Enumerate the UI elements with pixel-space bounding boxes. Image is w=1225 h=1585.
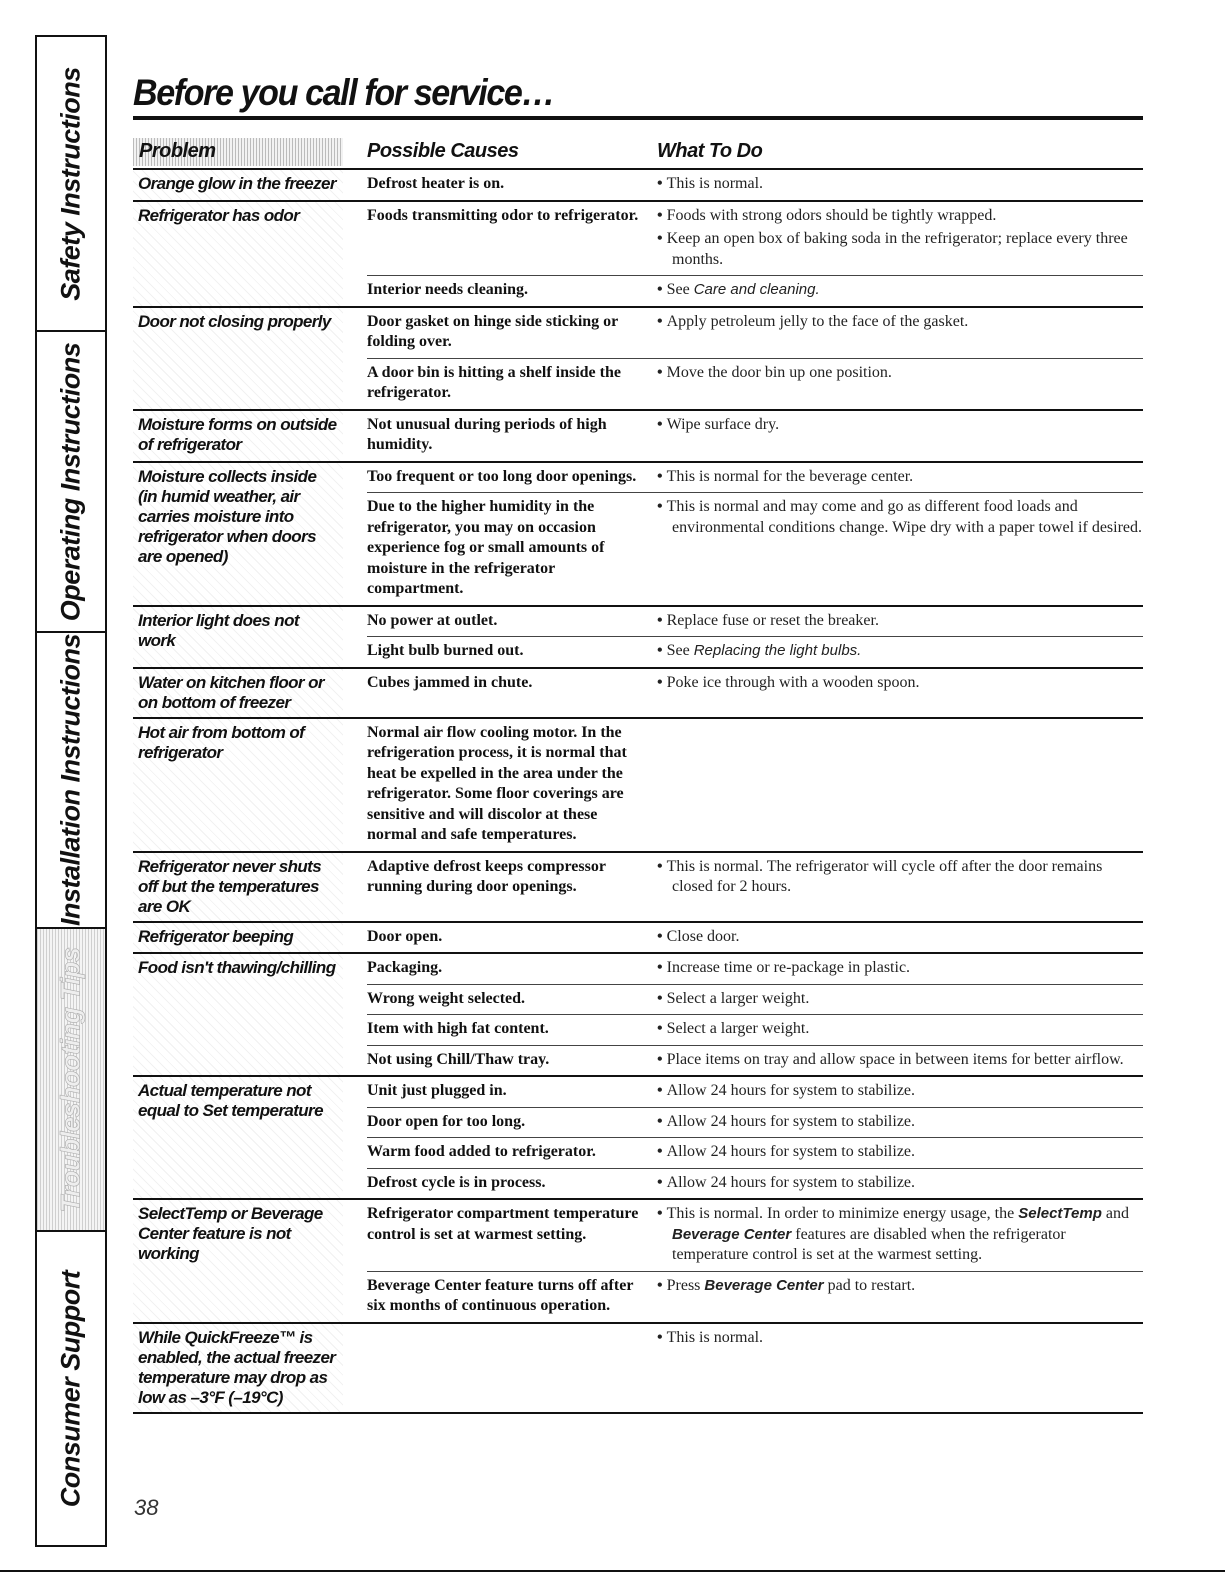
tab-label: Operating Instructions bbox=[55, 342, 86, 621]
todo-text: Keep an open box of baking soda in the refrigerator; replace every three months. bbox=[666, 230, 1128, 268]
cause-row bbox=[367, 1077, 1143, 1108]
cause-row bbox=[367, 493, 1143, 605]
todo-text: pad to restart. bbox=[823, 1276, 916, 1294]
what-to-do bbox=[657, 1276, 1143, 1317]
todo-item bbox=[657, 174, 1143, 195]
todo-text: Wipe surface dry. bbox=[666, 415, 780, 433]
todo-text: See bbox=[666, 281, 694, 298]
todo-item bbox=[657, 280, 1143, 301]
table-row bbox=[133, 853, 1143, 923]
table-row bbox=[133, 669, 1143, 719]
cause-list bbox=[367, 1200, 1143, 1322]
what-to-do bbox=[657, 1204, 1143, 1266]
possible-cause: Light bulb burned out. bbox=[367, 642, 524, 659]
todo-text: Select a larger weight. bbox=[666, 1020, 810, 1037]
troubleshooting-table bbox=[133, 138, 1143, 1414]
cause-row bbox=[367, 308, 1143, 359]
cause-row bbox=[367, 669, 1143, 699]
todo-item bbox=[657, 1276, 1143, 1297]
cause-row bbox=[367, 1138, 1143, 1169]
cause-list bbox=[367, 954, 1143, 1075]
page-number: 38 bbox=[134, 1495, 159, 1520]
problem-cell: Door not closing properly bbox=[133, 308, 343, 409]
possible-cause: Door open. bbox=[367, 927, 443, 945]
table-row bbox=[133, 923, 1143, 955]
todo-text: This is normal and may come and go as different food loads and environmental conditions change. Wipe dry with a paper towel if desired. bbox=[666, 498, 1143, 536]
tab-label: Consumer Support bbox=[55, 1270, 86, 1507]
cause-row bbox=[367, 1169, 1143, 1199]
cause-row bbox=[367, 1272, 1143, 1322]
todo-text: See bbox=[666, 642, 694, 659]
possible-cause: Beverage Center feature turns off after six months of continuous operation. bbox=[367, 1276, 634, 1314]
cause-row bbox=[367, 202, 1143, 277]
table-row bbox=[133, 607, 1143, 669]
cause-row bbox=[367, 276, 1143, 306]
problem-cell: Moisture forms on outside of refrigerator bbox=[133, 411, 343, 461]
todo-item bbox=[657, 312, 1143, 333]
cause-row bbox=[367, 359, 1143, 409]
cause-list bbox=[367, 411, 1143, 461]
what-to-do bbox=[657, 312, 1143, 353]
possible-cause: Too frequent or too long door openings. bbox=[367, 467, 637, 485]
problem-cell: Actual temperature not equal to Set temperature bbox=[133, 1077, 343, 1198]
what-to-do bbox=[657, 1050, 1143, 1071]
cause-list bbox=[367, 202, 1143, 306]
cause-row bbox=[367, 411, 1143, 461]
problem-cell: Water on kitchen floor or on bottom of freezer bbox=[133, 669, 343, 717]
possible-cause: A door bin is hitting a shelf inside the refrigerator. bbox=[367, 363, 621, 401]
what-to-do bbox=[657, 174, 1143, 195]
problem-cell: While QuickFreeze™ is enabled, the actual freezer temperature may drop as low as –3°F (–19°C) bbox=[133, 1324, 343, 1412]
what-to-do bbox=[657, 1019, 1143, 1040]
page-title: Before you call for service… bbox=[133, 72, 555, 113]
todo-item bbox=[657, 989, 1143, 1010]
possible-cause: Door gasket on hinge side sticking or folding over. bbox=[367, 312, 618, 350]
possible-cause: Due to the higher humidity in the refrigerator, you may on occasion experience fog or small amounts of moisture in the refrigerator compartment. bbox=[367, 498, 605, 597]
todo-item bbox=[657, 927, 1143, 948]
table-row bbox=[133, 308, 1143, 411]
what-to-do bbox=[657, 857, 1143, 898]
possible-cause: Refrigerator compartment temperature control is set at warmest setting. bbox=[367, 1205, 639, 1243]
todo-item bbox=[657, 229, 1143, 270]
todo-feature-name: SelectTemp bbox=[1018, 1205, 1102, 1222]
todo-feature-name: Beverage Center bbox=[704, 1276, 824, 1294]
possible-cause: Normal air flow cooling motor. In the refrigeration process, it is normal that heat be expelled in the area under the refrigerator. Some floor coverings are sensitive and will discolor at these normal and safe temperatures. bbox=[367, 723, 627, 843]
problem-cell: Refrigerator has odor bbox=[133, 202, 343, 306]
table-row bbox=[133, 954, 1143, 1077]
todo-text: Press bbox=[666, 1276, 705, 1294]
todo-text: Foods with strong odors should be tightly wrapped. bbox=[666, 206, 997, 224]
what-to-do bbox=[657, 673, 1143, 694]
table-row bbox=[133, 463, 1143, 607]
possible-cause: Interior needs cleaning. bbox=[367, 281, 529, 298]
cause-row bbox=[367, 853, 1143, 903]
what-to-do bbox=[657, 927, 1143, 948]
todo-text: Poke ice through with a wooden spoon. bbox=[666, 673, 920, 691]
todo-item bbox=[657, 673, 1143, 694]
problem-cell: Hot air from bottom of refrigerator bbox=[133, 719, 343, 851]
cause-list bbox=[367, 170, 1143, 200]
cause-row bbox=[367, 1200, 1143, 1272]
cause-row bbox=[367, 170, 1143, 200]
todo-text: Allow 24 hours for system to stabilize. bbox=[666, 1173, 916, 1191]
what-to-do bbox=[657, 1081, 1143, 1102]
possible-cause: Not using Chill/Thaw tray. bbox=[367, 1050, 550, 1068]
todo-item bbox=[657, 1142, 1143, 1163]
cause-row bbox=[367, 637, 1143, 667]
tab-label: Troubleshooting Tips bbox=[55, 947, 86, 1212]
cause-list bbox=[367, 607, 1143, 667]
tab-installation-instructions[interactable] bbox=[37, 633, 105, 929]
cause-list bbox=[367, 308, 1143, 409]
todo-text: Replace fuse or reset the breaker. bbox=[666, 611, 879, 629]
what-to-do bbox=[657, 206, 1143, 271]
cause-row bbox=[367, 607, 1143, 638]
problem-cell: SelectTemp or Beverage Center feature is not working bbox=[133, 1200, 343, 1322]
todo-reference: Care and cleaning. bbox=[693, 281, 820, 298]
todo-text: Allow 24 hours for system to stabilize. bbox=[666, 1082, 916, 1099]
cause-row bbox=[367, 985, 1143, 1016]
cause-row bbox=[367, 923, 1143, 953]
todo-text: This is normal. The refrigerator will cycle off after the door remains closed for 2 hours. bbox=[666, 857, 1103, 895]
todo-item bbox=[657, 415, 1143, 436]
possible-cause: Adaptive defrost keeps compressor running during door openings. bbox=[367, 857, 606, 895]
table-row bbox=[133, 1324, 1143, 1414]
todo-feature-name: Beverage Center bbox=[672, 1225, 792, 1243]
table-row bbox=[133, 411, 1143, 463]
cause-list bbox=[367, 923, 1143, 953]
table-row bbox=[133, 719, 1143, 853]
possible-cause: Wrong weight selected. bbox=[367, 989, 526, 1007]
what-to-do bbox=[657, 280, 1143, 301]
problem-cell: Refrigerator never shuts off but the temperatures are OK bbox=[133, 853, 343, 921]
possible-cause: Defrost heater is on. bbox=[367, 175, 505, 192]
todo-text: This is normal. bbox=[666, 1328, 764, 1346]
todo-text: Place items on tray and allow space in between items for better airflow. bbox=[666, 1050, 1124, 1068]
problem-cell: Food isn't thawing/chilling bbox=[133, 954, 343, 1075]
todo-text: features are disabled when the refrigerator temperature control is set at the warmest setting. bbox=[672, 1225, 1066, 1263]
table-row bbox=[133, 170, 1143, 202]
todo-item bbox=[657, 611, 1143, 632]
todo-text: Allow 24 hours for system to stabilize. bbox=[666, 1112, 916, 1130]
todo-item bbox=[657, 857, 1143, 898]
cause-list bbox=[367, 1324, 1143, 1412]
todo-item bbox=[657, 497, 1143, 538]
what-to-do bbox=[657, 1173, 1143, 1194]
cause-list bbox=[367, 719, 1143, 851]
todo-item bbox=[657, 641, 1143, 662]
todo-text: Close door. bbox=[666, 927, 740, 945]
bottom-rule bbox=[0, 1570, 1225, 1572]
tab-consumer-support[interactable] bbox=[37, 1232, 105, 1545]
todo-text: This is normal for the beverage center. bbox=[666, 467, 914, 485]
todo-item bbox=[657, 1081, 1143, 1102]
tab-troubleshooting-tips[interactable] bbox=[37, 929, 105, 1232]
todo-text: This is normal. In order to minimize energy usage, the bbox=[666, 1205, 1019, 1222]
possible-cause: Packaging. bbox=[367, 959, 443, 976]
what-to-do bbox=[657, 497, 1143, 600]
table-row bbox=[133, 202, 1143, 308]
todo-text: Increase time or re-package in plastic. bbox=[666, 959, 911, 976]
problem-cell: Refrigerator beeping bbox=[133, 923, 343, 953]
cause-list bbox=[367, 1077, 1143, 1198]
what-to-do bbox=[657, 641, 1143, 662]
what-to-do bbox=[657, 1142, 1143, 1163]
todo-item bbox=[657, 1328, 1143, 1349]
todo-item bbox=[657, 1112, 1143, 1133]
possible-cause bbox=[367, 1328, 657, 1349]
possible-cause: Cubes jammed in chute. bbox=[367, 673, 533, 691]
problem-cell: Interior light does not work bbox=[133, 607, 343, 667]
what-to-do bbox=[657, 1112, 1143, 1133]
tab-label: Safety Instructions bbox=[55, 66, 86, 301]
possible-cause: Foods transmitting odor to refrigerator. bbox=[367, 206, 639, 224]
header-problem: Problem bbox=[139, 140, 216, 162]
possible-cause: Door open for too long. bbox=[367, 1112, 526, 1130]
tab-label: Installation Instructions bbox=[55, 633, 86, 927]
possible-cause: Warm food added to refrigerator. bbox=[367, 1143, 596, 1160]
tab-safety-instructions[interactable] bbox=[37, 37, 105, 332]
what-to-do bbox=[657, 467, 1143, 488]
header-what-to-do: What To Do bbox=[657, 140, 763, 162]
what-to-do bbox=[657, 415, 1143, 456]
cause-row bbox=[367, 719, 1143, 851]
possible-cause: No power at outlet. bbox=[367, 611, 498, 629]
title-rule bbox=[133, 116, 1143, 120]
table-header bbox=[133, 138, 1143, 170]
what-to-do bbox=[657, 611, 1143, 632]
problem-cell: Orange glow in the freezer bbox=[133, 170, 343, 200]
tab-operating-instructions[interactable] bbox=[37, 332, 105, 633]
table-row bbox=[133, 1200, 1143, 1324]
what-to-do bbox=[657, 363, 1143, 404]
cause-row bbox=[367, 1046, 1143, 1076]
possible-cause: Item with high fat content. bbox=[367, 1020, 549, 1037]
todo-item bbox=[657, 1019, 1143, 1040]
section-tabs bbox=[35, 35, 107, 1547]
cause-list bbox=[367, 463, 1143, 605]
todo-text: Apply petroleum jelly to the face of the gasket. bbox=[666, 312, 969, 330]
problem-cell: Moisture collects inside (in humid weather, air carries moisture into refrigerator when doors are opened) bbox=[133, 463, 343, 605]
todo-item bbox=[657, 206, 1143, 227]
todo-text: Move the door bin up one position. bbox=[666, 363, 892, 381]
todo-text: This is normal. bbox=[666, 175, 764, 192]
todo-item bbox=[657, 1204, 1143, 1266]
what-to-do bbox=[657, 1328, 1143, 1349]
cause-row bbox=[367, 1015, 1143, 1046]
todo-text: Select a larger weight. bbox=[666, 989, 810, 1007]
possible-cause: Not unusual during periods of high humidity. bbox=[367, 415, 607, 453]
todo-text: Allow 24 hours for system to stabilize. bbox=[666, 1143, 916, 1160]
possible-cause: Unit just plugged in. bbox=[367, 1082, 507, 1099]
header-possible-causes: Possible Causes bbox=[367, 140, 519, 162]
todo-text: and bbox=[1101, 1205, 1129, 1222]
todo-reference: Replacing the light bulbs. bbox=[693, 642, 862, 659]
todo-item bbox=[657, 1173, 1143, 1194]
todo-item bbox=[657, 467, 1143, 488]
cause-row bbox=[367, 1324, 1143, 1354]
todo-item bbox=[657, 1050, 1143, 1071]
todo-item bbox=[657, 958, 1143, 979]
cause-row bbox=[367, 954, 1143, 985]
possible-cause: Defrost cycle is in process. bbox=[367, 1173, 546, 1191]
todo-item bbox=[657, 363, 1143, 384]
cause-row bbox=[367, 463, 1143, 494]
cause-row bbox=[367, 1108, 1143, 1139]
what-to-do bbox=[657, 958, 1143, 979]
cause-list bbox=[367, 669, 1143, 717]
what-to-do bbox=[657, 989, 1143, 1010]
what-to-do bbox=[657, 723, 1143, 846]
cause-list bbox=[367, 853, 1143, 921]
table-row bbox=[133, 1077, 1143, 1200]
